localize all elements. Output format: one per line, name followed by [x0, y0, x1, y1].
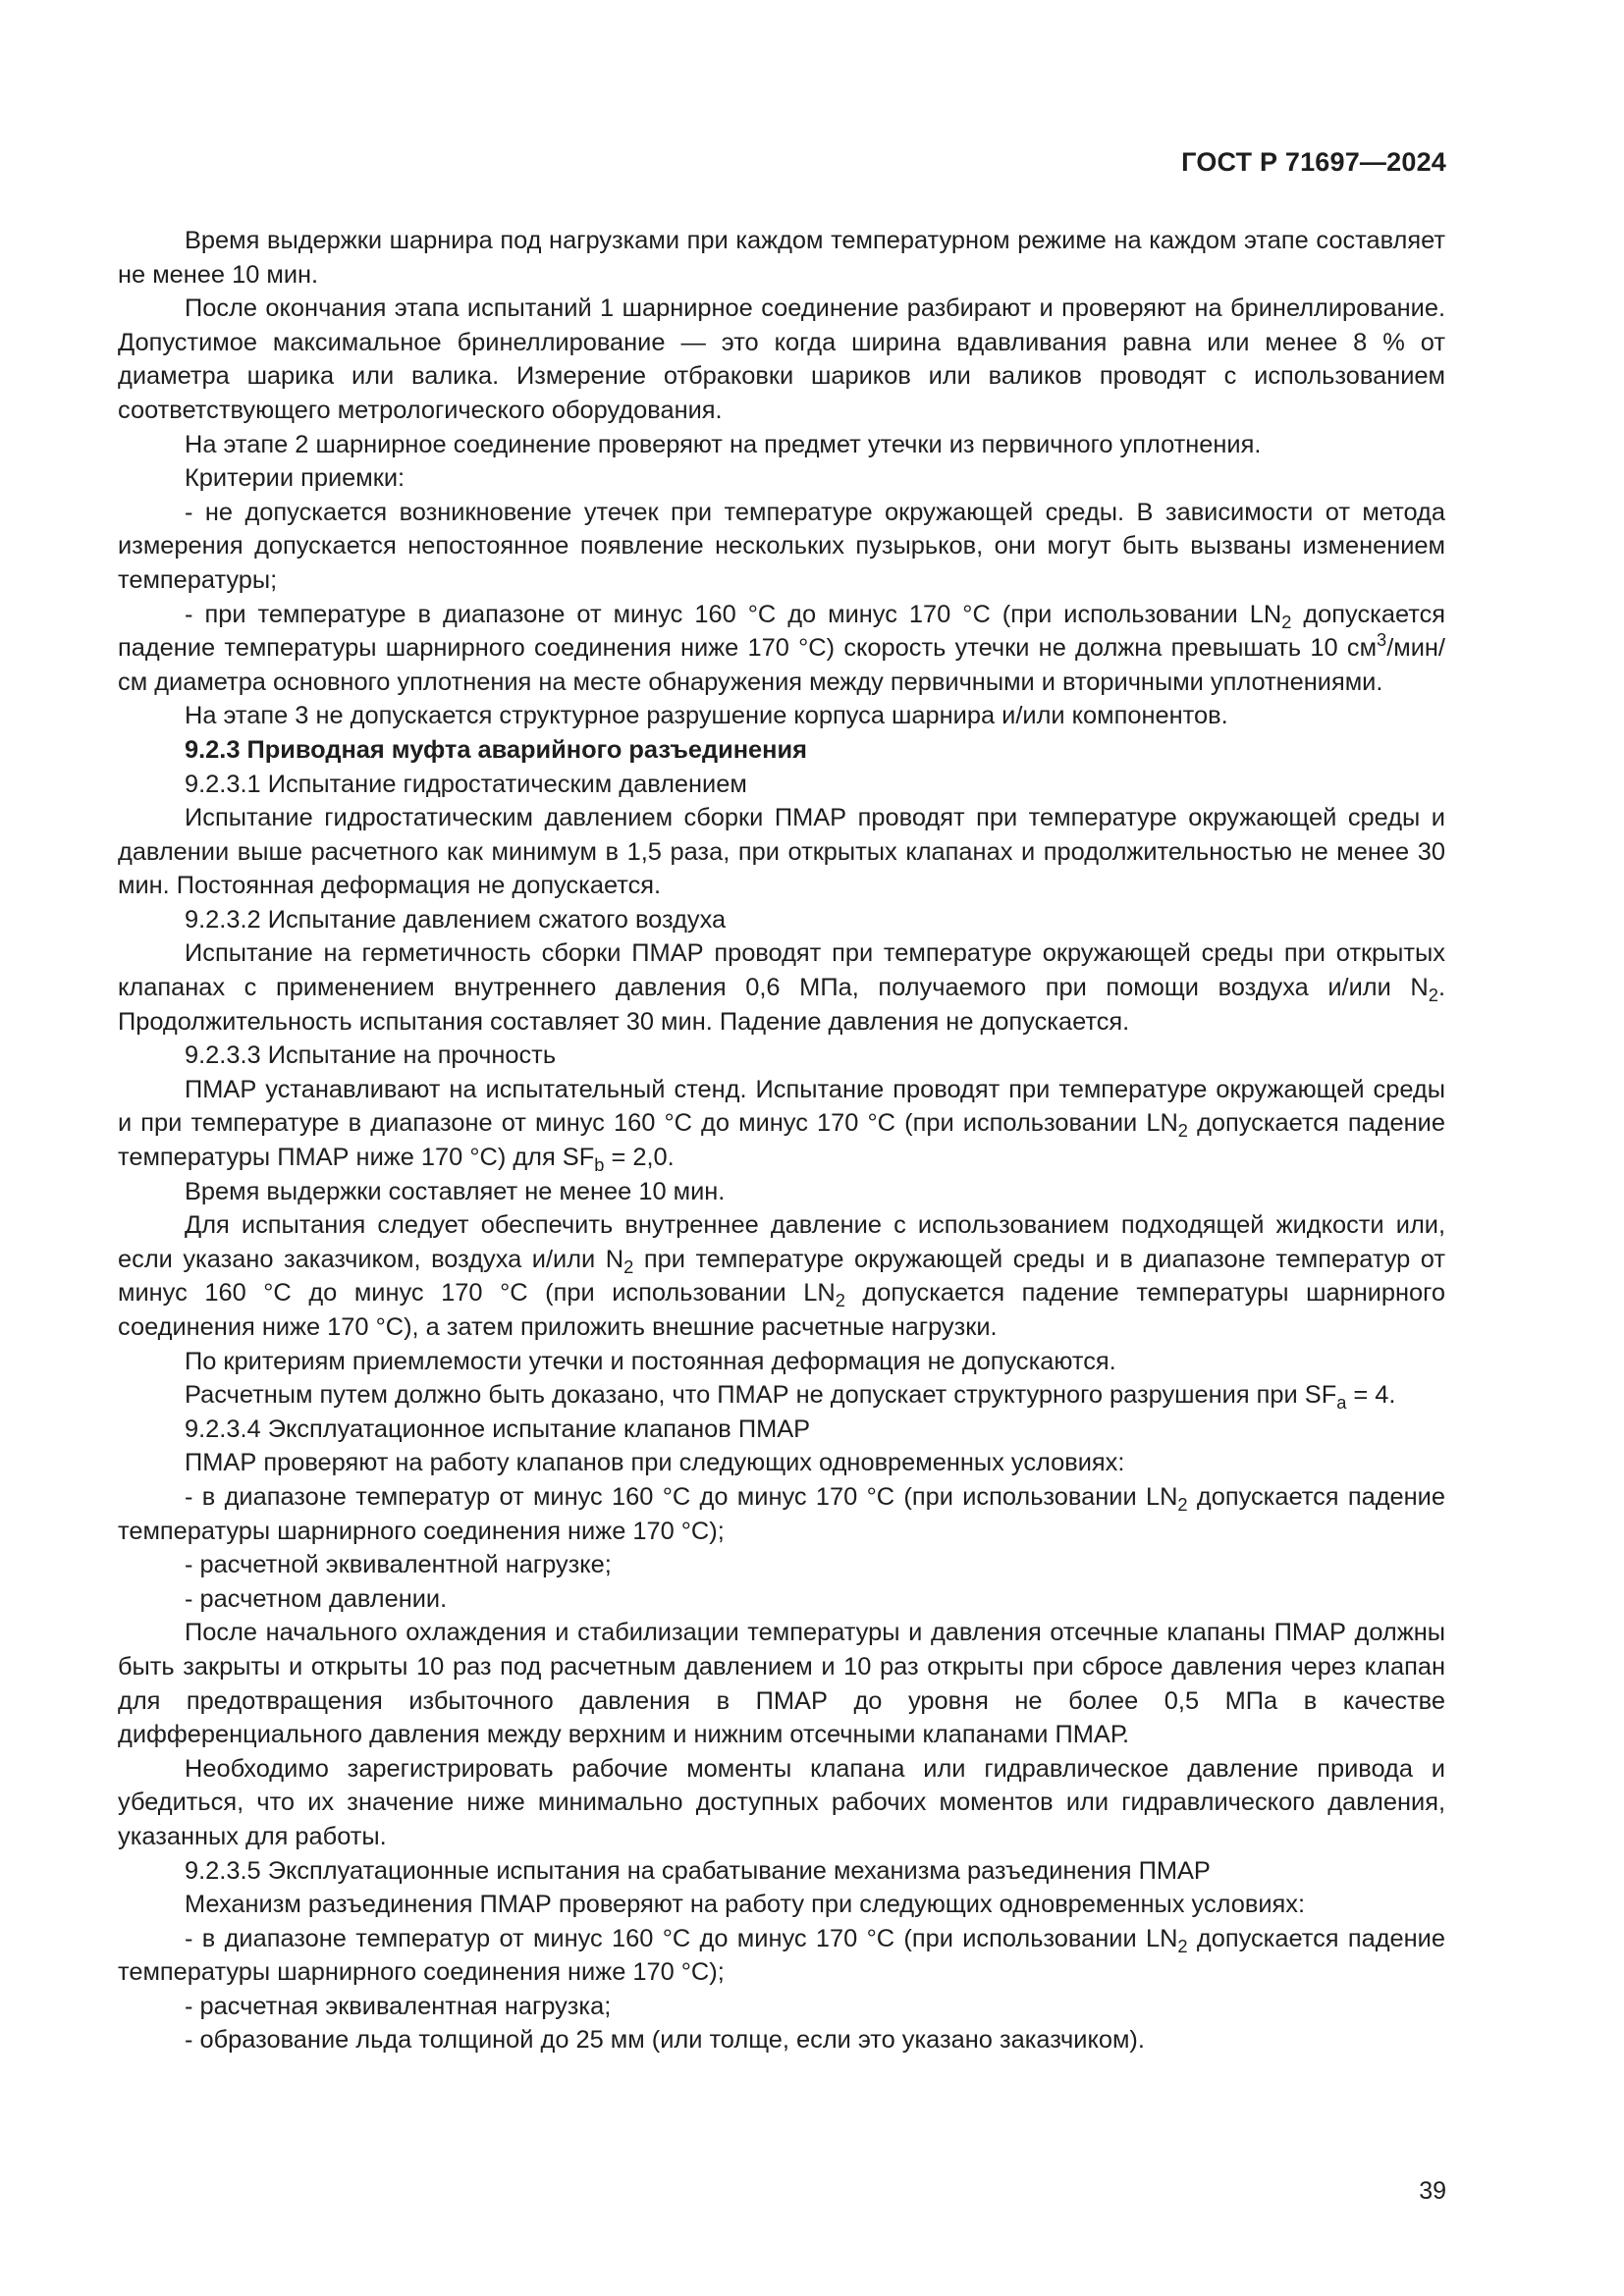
paragraph: Испытание гидростатическим давлением сборки ПМАР проводят при температуре окружающей среды и давлении выше расчетного как минимум в 1,5 раза, при открытых клапанах и продолжительностью не менее 30 мин. Постоянная деформация не допускается.	[118, 804, 1445, 900]
list-item: - в диапазоне температур от минус 160 °C до минус 170 °C (при использовании $LN_2$ допускается падение температуры шарнирного соединения ниже 170 °C);	[118, 1482, 1445, 1545]
list-item: - расчетном давлении.	[185, 1584, 448, 1613]
subsection-heading: 9.2.3.1 Испытание гидростатическим давлением	[185, 770, 747, 798]
list-item: - не допускается возникновение утечек при температуре окружающей среды. В зависимости от метода измерения допускается непостоянное появление нескольких пузырьков, они могут быть вызваны изменением температуры;	[118, 498, 1445, 594]
paragraph: Время выдержки шарнира под нагрузками при каждом температурном режиме на каждом этапе составляет не менее 10 мин.	[118, 227, 1445, 289]
paragraph: Для испытания следует обеспечить внутреннее давление с использованием подходящей жидкости или, если указано заказчиком, воздуха и/или $N_2$ при температуре окружающей среды и в диапазоне температур от минус 160 °C до минус 170 °C (при использовании $LN_2$ допускается падение температуры шарнирного соединения ниже 170 °C), а затем приложить внешние расчетные нагрузки.	[118, 1211, 1446, 1341]
subsection-heading: 9.2.3.2 Испытание давлением сжатого воздуха	[185, 905, 727, 934]
document-body	[118, 224, 1445, 2057]
document-header: ГОСТ Р 71697—2024	[1181, 147, 1446, 177]
list-item: - образование льда толщиной до 25 мм (или толще, если это указано заказчиком).	[185, 2026, 1145, 2055]
section-heading: 9.2.3 Приводная муфта аварийного разъединения	[185, 735, 807, 764]
paragraph: Расчетным путем должно быть доказано, что ПМАР не допускает структурного разрушения при $SF_a = 4$.	[185, 1381, 1396, 1414]
list-item: - при температуре в диапазоне от минус 160 °C до минус 170 °C (при использовании $LN_2$ допускается падение температуры шарнирного соединения ниже 170 °C) скорость утечки не должна превышать 10 $см^3/мин/см$ диаметра основного уплотнения на месте обнаружения между первичными и вторичными уплотнениями.	[118, 600, 1446, 696]
paragraph: ПМАР устанавливают на испытательный стенд. Испытание проводят при температуре окружающей среды и при температуре в диапазоне от минус 160 °C до минус 170 °C (при использовании $LN_2$ допускается падение температуры ПМАР ниже 170 °C) для $SF_b = 2,0$.	[118, 1075, 1445, 1175]
paragraph: Необходимо зарегистрировать рабочие моменты клапана или гидравлическое давление привода и убедиться, что их значение ниже минимально доступных рабочих моментов или гидравлического давления, указанных для работы.	[118, 1754, 1445, 1850]
subsection-heading: 9.2.3.5 Эксплуатационные испытания на срабатывание механизма разъединения ПМАР	[185, 1856, 1211, 1885]
paragraph: Механизм разъединения ПМАР проверяют на работу при следующих одновременных условиях:	[185, 1891, 1306, 1919]
list-item: - расчетной эквивалентной нагрузке;	[185, 1551, 612, 1579]
paragraph: ПМАР проверяют на работу клапанов при следующих одновременных условиях:	[185, 1449, 1125, 1477]
paragraph: После окончания этапа испытаний 1 шарнирное соединение разбирают и проверяют на бринеллирование. Допустимое максимальное бринеллирование — это когда ширина вдавливания равна или менее 8 % от диаметра шарика или валика. Измерение отбраковки шариков или валиков проводят с использованием соответствующего метрологического оборудования.	[118, 294, 1445, 424]
paragraph: Критерии приемки:	[185, 464, 406, 493]
subsection-heading: 9.2.3.3 Испытание на прочность	[185, 1041, 557, 1070]
subsection-heading: 9.2.3.4 Эксплуатационное испытание клапанов ПМАР	[185, 1415, 811, 1443]
list-item: - в диапазоне температур от минус 160 °C до минус 170 °C (при использовании $LN_2$ допускается падение температуры шарнирного соединения ниже 170 °C);	[118, 1924, 1445, 1987]
paragraph: На этапе 2 шарнирное соединение проверяют на предмет утечки из первичного уплотнения.	[185, 430, 1262, 458]
paragraph: Время выдержки составляет не менее 10 мин.	[185, 1177, 726, 1205]
paragraph: Испытание на герметичность сборки ПМАР проводят при температуре окружающей среды при открытых клапанах с применением внутреннего давления 0,6 МПа, получаемого при помощи воздуха и/или $N_2$. Продолжительность испытания составляет 30 мин. Падение давления не допускается.	[118, 939, 1445, 1036]
paragraph: На этапе 3 не допускается структурное разрушение корпуса шарнира и/или компонентов.	[185, 702, 1228, 730]
paragraph: По критериям приемлемости утечки и постоянная деформация не допускаются.	[185, 1347, 1116, 1375]
paragraph: После начального охлаждения и стабилизации температуры и давления отсечные клапаны ПМАР должны быть закрыты и открыты 10 раз под расчетным давлением и 10 раз открыты при сбросе давления через клапан для предотвращения избыточного давления в ПМАР до уровня не более 0,5 МПа в качестве дифференциального давления между верхним и нижним отсечными клапанами ПМАР.	[118, 1619, 1445, 1749]
list-item: - расчетная эквивалентная нагрузка;	[185, 1992, 612, 2020]
page-number: 39	[1419, 2177, 1446, 2205]
